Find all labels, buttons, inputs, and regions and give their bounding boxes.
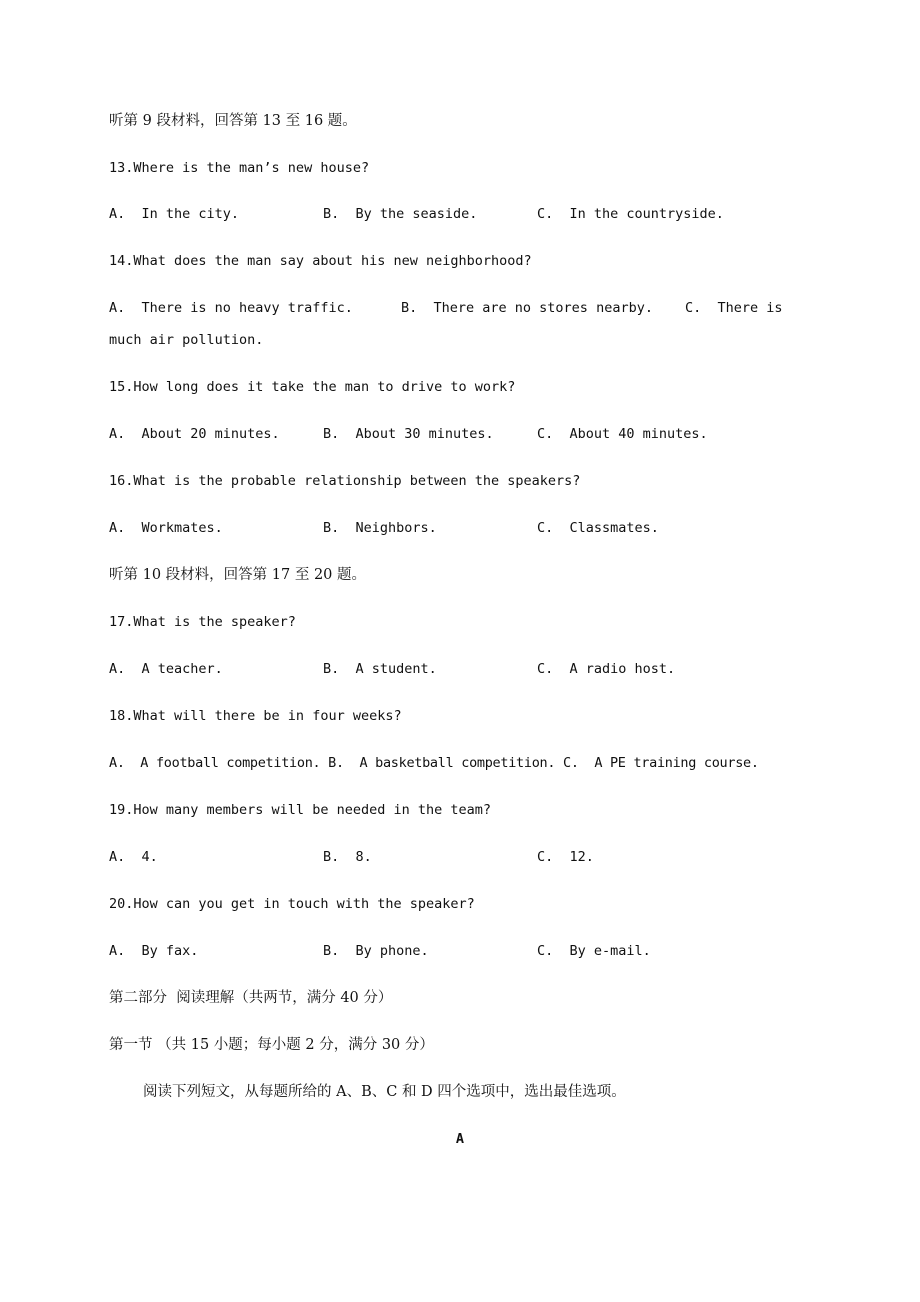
option-c: C. In the countryside. [537,206,724,222]
option-a: A. 4. [109,849,158,865]
question-18: 18.What will there be in four weeks? [109,708,402,724]
question-19: 19.How many members will be needed in the team? [109,802,492,818]
option-a: A. A teacher. [109,661,223,677]
question-15: 15.How long does it take the man to drive to work? [109,379,516,395]
option-b: B. Neighbors. [323,520,437,536]
option-a: A. In the city. [109,206,240,222]
option-c: C. About 40 minutes. [537,426,708,442]
question-16: 16.What is the probable relationship between the speakers? [109,473,581,489]
section-1-heading: 第一节 （共 15 小题；每小题 2 分，满分 30 分） [109,1037,434,1053]
option-a: A. By fax. [109,943,199,959]
option-c: C. By e-mail. [537,943,651,959]
option-a: A. About 20 minutes. [109,426,280,442]
option-a: A. There is no heavy traffic. [109,300,353,316]
question-20: 20.How can you get in touch with the speaker? [109,896,475,912]
question-14: 14.What does the man say about his new neighborhood? [109,253,532,269]
option-c: C. 12. [537,849,594,865]
option-c-continuation: much air pollution. [109,332,264,348]
question-17: 17.What is the speaker? [109,614,296,630]
option-b: B. There are no stores nearby. [401,300,653,316]
option-b: B. 8. [323,849,372,865]
section-9-heading: 听第 9 段材料，回答第 13 至 16 题。 [109,113,357,129]
option-c: C. A radio host. [537,661,676,677]
section-10-heading: 听第 10 段材料，回答第 17 至 20 题。 [109,567,367,583]
instructions: 阅读下列短文，从每题所给的 A、B、C 和 D 四个选项中，选出最佳选项。 [143,1084,626,1100]
option-b: B. A student. [323,661,437,677]
passage-label: A [455,1131,465,1147]
option-b: B. By the seaside. [323,206,478,222]
question-13: 13.Where is the man’s new house? [109,160,370,176]
option-b: B. About 30 minutes. [323,426,494,442]
option-c: C. There is [685,300,783,316]
option-b: B. By phone. [323,943,429,959]
part-2-heading: 第二部分 阅读理解（共两节，满分 40 分） [109,990,393,1006]
option-a: A. Workmates. [109,520,223,536]
options-inline: A. A football competition. B. A basketball competition. C. A PE training course. [109,755,759,771]
option-c: C. Classmates. [537,520,659,536]
